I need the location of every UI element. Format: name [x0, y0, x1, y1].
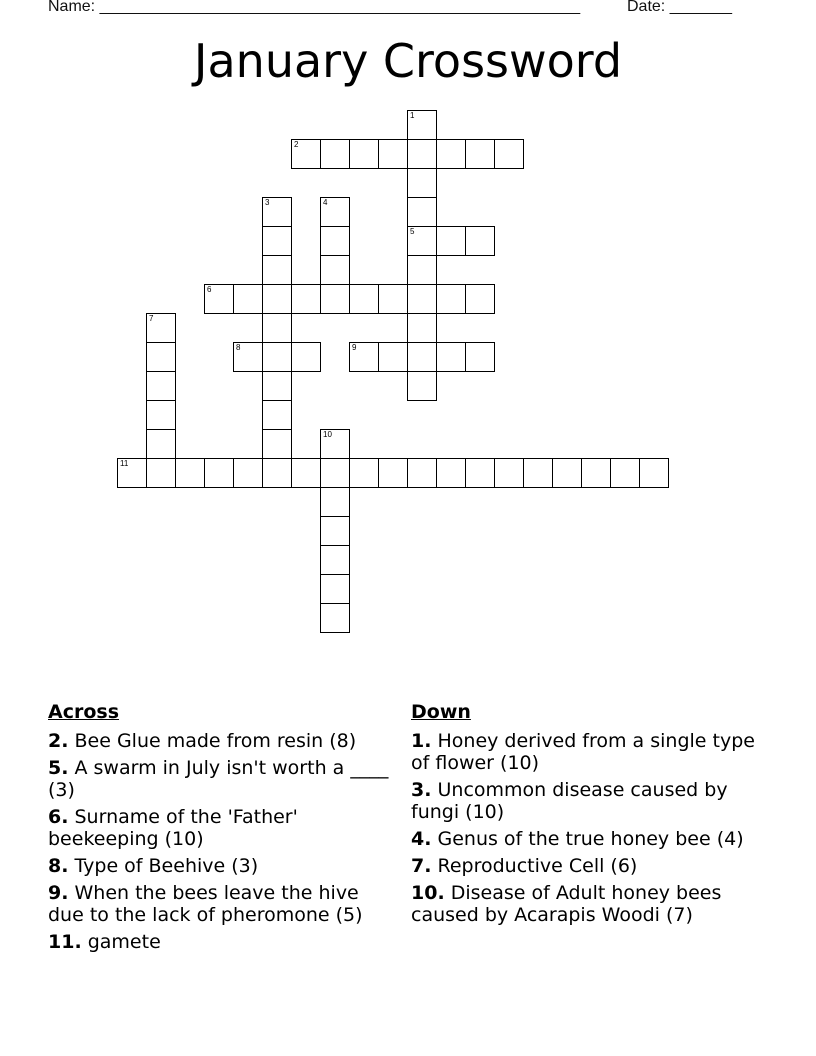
crossword-cell[interactable]	[262, 284, 292, 314]
crossword-cell[interactable]	[349, 458, 379, 488]
clue-number: 4.	[411, 828, 432, 850]
cell-number: 6	[207, 285, 212, 294]
crossword-cell[interactable]	[262, 429, 292, 459]
crossword-cell[interactable]	[407, 110, 437, 140]
crossword-cell[interactable]	[407, 197, 437, 227]
crossword-cell[interactable]	[291, 284, 321, 314]
crossword-cell[interactable]	[320, 516, 350, 546]
crossword-cell[interactable]	[378, 284, 408, 314]
crossword-cell[interactable]	[349, 139, 379, 169]
crossword-cell[interactable]	[262, 400, 292, 430]
crossword-cell[interactable]	[262, 226, 292, 256]
crossword-cell[interactable]	[146, 458, 176, 488]
crossword-cell[interactable]	[436, 342, 466, 372]
crossword-cell[interactable]	[407, 226, 437, 256]
crossword-cell[interactable]	[146, 429, 176, 459]
crossword-cell[interactable]	[349, 284, 379, 314]
clue-across-9	[48, 882, 393, 926]
crossword-cell[interactable]	[204, 458, 234, 488]
crossword-cell[interactable]	[407, 284, 437, 314]
cell-number: 8	[236, 343, 241, 352]
crossword-cell[interactable]	[233, 458, 263, 488]
crossword-cell[interactable]	[262, 313, 292, 343]
crossword-cell[interactable]	[407, 168, 437, 198]
crossword-cell[interactable]	[262, 197, 292, 227]
cell-number: 2	[294, 140, 299, 149]
clue-text: Reproductive Cell (6)	[431, 855, 638, 877]
clue-across-2	[48, 730, 393, 752]
clue-text: Surname of the 'Father' beekeeping (10)	[48, 806, 298, 850]
crossword-cell[interactable]	[465, 139, 495, 169]
clue-text: Genus of the true honey bee (4)	[431, 828, 744, 850]
crossword-cell[interactable]	[494, 139, 524, 169]
clue-number: 11.	[48, 931, 82, 953]
crossword-cell[interactable]	[117, 458, 147, 488]
crossword-cell[interactable]	[465, 342, 495, 372]
clue-number: 1.	[411, 730, 432, 752]
crossword-cell[interactable]	[320, 429, 350, 459]
crossword-cell[interactable]	[465, 226, 495, 256]
crossword-cell[interactable]	[552, 458, 582, 488]
clue-number: 9.	[48, 882, 69, 904]
crossword-cell[interactable]	[581, 458, 611, 488]
date-field-label: Date: _______	[627, 0, 732, 15]
clue-text: Uncommon disease caused by fungi (10)	[411, 779, 728, 823]
clue-text: Type of Beehive (3)	[68, 855, 259, 877]
crossword-cell[interactable]	[407, 313, 437, 343]
clue-text: Bee Glue made from resin (8)	[68, 730, 357, 752]
crossword-cell[interactable]	[233, 342, 263, 372]
crossword-cell[interactable]	[320, 458, 350, 488]
crossword-cell[interactable]	[407, 342, 437, 372]
cell-number: 3	[265, 198, 270, 207]
crossword-cell[interactable]	[175, 458, 205, 488]
cell-number: 1	[410, 111, 415, 120]
clue-across-11	[48, 931, 393, 953]
crossword-cell[interactable]	[320, 487, 350, 517]
cell-number: 11	[120, 459, 129, 468]
clue-number: 7.	[411, 855, 432, 877]
cell-number: 9	[352, 343, 357, 352]
cell-number: 7	[149, 314, 154, 323]
crossword-cell[interactable]	[262, 255, 292, 285]
crossword-cell[interactable]	[639, 458, 669, 488]
crossword-cell[interactable]	[291, 458, 321, 488]
crossword-cell[interactable]	[262, 371, 292, 401]
crossword-cell[interactable]	[523, 458, 553, 488]
crossword-cell[interactable]	[320, 139, 350, 169]
crossword-cell[interactable]	[407, 139, 437, 169]
crossword-cell[interactable]	[233, 284, 263, 314]
name-field-label: Name: ______________________________________________________	[48, 0, 581, 15]
clue-down-7	[411, 855, 756, 877]
crossword-cell[interactable]	[320, 284, 350, 314]
clue-number: 6.	[48, 806, 69, 828]
clue-across-8	[48, 855, 393, 877]
across-clues	[48, 700, 393, 958]
crossword-cell[interactable]	[465, 458, 495, 488]
clue-text: gamete	[81, 931, 161, 953]
crossword-cell[interactable]	[465, 284, 495, 314]
crossword-cell[interactable]	[378, 139, 408, 169]
crossword-cell[interactable]	[262, 342, 292, 372]
clue-text: Disease of Adult honey bees caused by Acarapis Woodi (7)	[411, 882, 722, 926]
down-heading: Down	[411, 701, 471, 723]
clue-down-4	[411, 828, 756, 850]
crossword-cell[interactable]	[291, 342, 321, 372]
crossword-cell[interactable]	[407, 255, 437, 285]
crossword-cell[interactable]	[146, 400, 176, 430]
crossword-cell[interactable]	[320, 545, 350, 575]
clue-down-3	[411, 779, 756, 823]
clue-text: Honey derived from a single type of flower (10)	[411, 730, 755, 774]
down-clues	[411, 700, 756, 931]
crossword-cell[interactable]	[407, 458, 437, 488]
crossword-cell[interactable]	[320, 226, 350, 256]
crossword-cell[interactable]	[378, 458, 408, 488]
clue-text: When the bees leave the hive due to the lack of pheromone (5)	[48, 882, 363, 926]
clue-number: 2.	[48, 730, 69, 752]
clue-across-5	[48, 757, 393, 801]
crossword-cell[interactable]	[204, 284, 234, 314]
crossword-cell[interactable]	[146, 313, 176, 343]
cell-number: 4	[323, 198, 328, 207]
crossword-cell[interactable]	[436, 226, 466, 256]
clue-across-6	[48, 806, 393, 850]
crossword-cell[interactable]	[349, 342, 379, 372]
crossword-cell[interactable]	[320, 197, 350, 227]
crossword-cell[interactable]	[610, 458, 640, 488]
crossword-cell[interactable]	[436, 284, 466, 314]
crossword-cell[interactable]	[494, 458, 524, 488]
crossword-cell[interactable]	[436, 458, 466, 488]
cell-number: 5	[410, 227, 415, 236]
cell-number: 10	[323, 430, 332, 439]
clue-text: A swarm in July isn't worth a ____ (3)	[48, 757, 389, 801]
clue-down-1	[411, 730, 756, 774]
crossword-cell[interactable]	[146, 342, 176, 372]
crossword-cell[interactable]	[291, 139, 321, 169]
clue-number: 10.	[411, 882, 445, 904]
page-title: January Crossword	[193, 34, 623, 88]
across-heading: Across	[48, 701, 120, 723]
clue-number: 5.	[48, 757, 69, 779]
crossword-cell[interactable]	[436, 139, 466, 169]
clue-number: 3.	[411, 779, 432, 801]
crossword-cell[interactable]	[378, 342, 408, 372]
crossword-cell[interactable]	[262, 458, 292, 488]
crossword-cell[interactable]	[320, 603, 350, 633]
crossword-cell[interactable]	[146, 371, 176, 401]
crossword-cell[interactable]	[407, 371, 437, 401]
clue-down-10	[411, 882, 756, 926]
clue-number: 8.	[48, 855, 69, 877]
crossword-cell[interactable]	[320, 574, 350, 604]
crossword-cell[interactable]	[320, 255, 350, 285]
